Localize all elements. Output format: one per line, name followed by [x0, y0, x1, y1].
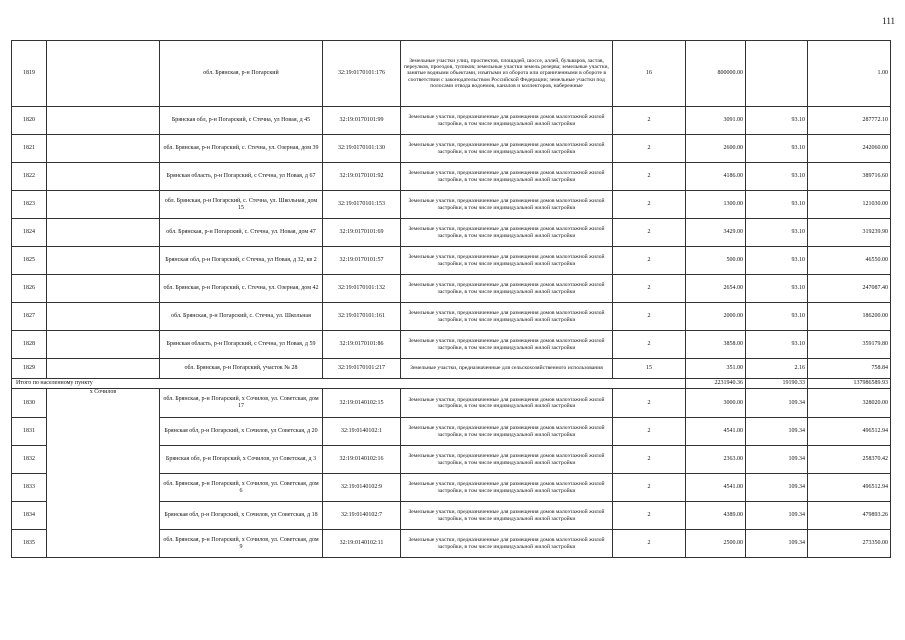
address-cell: обл. Брянская, р-н Погарский, х Сочилов, ул. Советская, дом 17 [160, 389, 323, 418]
row-number: 1825 [12, 247, 47, 275]
row-number: 1832 [12, 446, 47, 474]
cadastral-value: 328020.00 [808, 389, 891, 418]
class-group: 2 [613, 107, 686, 135]
address-cell: Брянская обл, р-н Погарский, х Сочилов, ул Советская, д 18 [160, 502, 323, 530]
table-row [12, 219, 891, 247]
cadastral-number: 32:19:0170101:161 [323, 303, 401, 331]
cadastral-value: 273350.00 [808, 530, 891, 558]
class-group: 2 [613, 474, 686, 502]
area-value: 351.00 [686, 359, 746, 379]
locality-cell [47, 41, 160, 107]
rate-value: 93.10 [746, 135, 808, 163]
land-registry-table [11, 40, 891, 558]
cadastral-number: 32:19:0170101:69 [323, 219, 401, 247]
rate-value: 109.34 [746, 530, 808, 558]
rate-value: 93.10 [746, 107, 808, 135]
area-value: 3091.00 [686, 107, 746, 135]
cadastral-value: 242060.00 [808, 135, 891, 163]
cadastral-value: 359179.80 [808, 331, 891, 359]
cadastral-number: 32:19:0170101:57 [323, 247, 401, 275]
cadastral-value: 319239.90 [808, 219, 891, 247]
address-cell: Брянская обл, р-н Погарский, х Сочилов, ул Советская, д 20 [160, 418, 323, 446]
land-category: Земельные участки, предназначенные для размещения домов малоэтажной жилой застройки, в том числе индивидуальной жилой застройки [401, 163, 613, 191]
total-label: Итого по населенному пункту [12, 379, 686, 389]
rate-value [746, 41, 808, 107]
table-row [12, 303, 891, 331]
rate-value: 109.34 [746, 502, 808, 530]
address-cell: обл. Брянская, р-н Погарский [160, 41, 323, 107]
address-cell: Брянская обл, р-н Погарский, х Сочилов, ул Советская, д 3 [160, 446, 323, 474]
address-cell: Брянская обл, р-н Погарский, с Стечна, ул Новая, д 45 [160, 107, 323, 135]
cadastral-number: 32:19:0140102:1 [323, 418, 401, 446]
land-category: Земельные участки, предназначенные для размещения домов малоэтажной жилой застройки, в том числе индивидуальной жилой застройки [401, 275, 613, 303]
locality-cell [47, 219, 160, 247]
cadastral-value: 479893.26 [808, 502, 891, 530]
row-number: 1821 [12, 135, 47, 163]
land-category: Земельные участки, предназначенные для размещения домов малоэтажной жилой застройки, в том числе индивидуальной жилой застройки [401, 247, 613, 275]
rate-value: 93.10 [746, 275, 808, 303]
land-category: Земельные участки, предназначенные для размещения домов малоэтажной жилой застройки, в том числе индивидуальной жилой застройки [401, 191, 613, 219]
cadastral-value: 1.00 [808, 41, 891, 107]
address-cell: обл. Брянская, р-н Погарский, х Сочилов, ул. Советская, дом 6 [160, 474, 323, 502]
row-number: 1819 [12, 41, 47, 107]
class-group: 16 [613, 41, 686, 107]
row-number: 1830 [12, 389, 47, 418]
rate-value: 109.34 [746, 474, 808, 502]
cadastral-value: 186200.00 [808, 303, 891, 331]
table-body [12, 41, 891, 558]
locality-cell [47, 303, 160, 331]
rate-value: 93.10 [746, 303, 808, 331]
class-group: 2 [613, 446, 686, 474]
cadastral-value: 389716.60 [808, 163, 891, 191]
cadastral-number: 32:19:0140102:9 [323, 474, 401, 502]
land-category: Земельные участки улиц, проспектов, площадей, шоссе, аллей, бульваров, застав, переулков, проездов, тупиков; земельные участки земель резерва; земельные участки, занятые водными объектами, изъятыми из оборота или ограниченными в обороте в соответствии с законодательством Российской Федерации; земельные участки под полосами отвода водоемов, каналов и коллекторов, набережные [401, 41, 613, 107]
land-category: Земельные участки, предназначенные для размещения домов малоэтажной жилой застройки, в том числе индивидуальной жилой застройки [401, 303, 613, 331]
row-number: 1827 [12, 303, 47, 331]
total-value: 137986589.93 [808, 379, 891, 389]
area-value: 4186.00 [686, 163, 746, 191]
locality-cell [47, 191, 160, 219]
locality-cell [47, 135, 160, 163]
class-group: 2 [613, 502, 686, 530]
row-number: 1833 [12, 474, 47, 502]
cadastral-number: 32:19:0170101:132 [323, 275, 401, 303]
rate-value: 93.10 [746, 247, 808, 275]
rate-value: 109.34 [746, 446, 808, 474]
area-value: 3858.00 [686, 331, 746, 359]
area-value: 4541.00 [686, 418, 746, 446]
locality-cell [47, 163, 160, 191]
address-cell: обл. Брянская, р-н Погарский, с. Стечна, ул. Школьная [160, 303, 323, 331]
rate-value: 93.10 [746, 219, 808, 247]
table-row [12, 331, 891, 359]
cadastral-number: 32:19:0170101:153 [323, 191, 401, 219]
cadastral-value: 121030.00 [808, 191, 891, 219]
table-row [12, 191, 891, 219]
locality-cell [47, 359, 160, 379]
row-number: 1824 [12, 219, 47, 247]
rate-value: 2.16 [746, 359, 808, 379]
row-number: 1831 [12, 418, 47, 446]
locality-group-label: х Сочилов [47, 389, 160, 558]
address-cell: обл. Брянская, р-н Погарский, участок № 28 [160, 359, 323, 379]
land-category: Земельные участки, предназначенные для размещения домов малоэтажной жилой застройки, в том числе индивидуальной жилой застройки [401, 530, 613, 558]
class-group: 2 [613, 418, 686, 446]
class-group: 2 [613, 331, 686, 359]
cadastral-value: 496512.94 [808, 418, 891, 446]
area-value: 500.00 [686, 247, 746, 275]
cadastral-value: 287772.10 [808, 107, 891, 135]
cadastral-number: 32:19:0170101:92 [323, 163, 401, 191]
cadastral-number: 32:19:0170101:86 [323, 331, 401, 359]
rate-value: 109.34 [746, 418, 808, 446]
cadastral-value: 247087.40 [808, 275, 891, 303]
locality-cell [47, 247, 160, 275]
class-group: 2 [613, 163, 686, 191]
address-cell: обл. Брянская, р-н Погарский, с. Стечна, ул. Новая, дом 47 [160, 219, 323, 247]
area-value: 800000.00 [686, 41, 746, 107]
table-row [12, 275, 891, 303]
cadastral-value: 758.84 [808, 359, 891, 379]
class-group: 2 [613, 303, 686, 331]
address-cell: Брянская обл, р-н Погарский, с Стечна, ул Новая, д 32, кв 2 [160, 247, 323, 275]
class-group: 2 [613, 135, 686, 163]
rate-value: 109.34 [746, 389, 808, 418]
rate-value: 93.10 [746, 163, 808, 191]
cadastral-number: 32:19:0140102:15 [323, 389, 401, 418]
class-group: 2 [613, 219, 686, 247]
row-number: 1835 [12, 530, 47, 558]
row-number: 1822 [12, 163, 47, 191]
table-row [12, 389, 891, 418]
class-group: 2 [613, 247, 686, 275]
address-cell: Брянская область, р-н Погарский, с Стечна, ул Новая, д 67 [160, 163, 323, 191]
row-number: 1823 [12, 191, 47, 219]
table-row [12, 107, 891, 135]
address-cell: обл. Брянская, р-н Погарский, с. Стечна, ул. Озерная, дом 42 [160, 275, 323, 303]
rate-value: 93.10 [746, 191, 808, 219]
area-value: 2000.00 [686, 303, 746, 331]
cadastral-number: 32:19:0170101:99 [323, 107, 401, 135]
land-category: Земельные участки, предназначенные для сельскохозяйственного использования [401, 359, 613, 379]
address-cell: обл. Брянская, р-н Погарский, с. Стечна, ул. Озерная, дом 39 [160, 135, 323, 163]
locality-cell [47, 275, 160, 303]
table-row [12, 163, 891, 191]
rate-value: 93.10 [746, 331, 808, 359]
area-value: 2654.00 [686, 275, 746, 303]
land-category: Земельные участки, предназначенные для размещения домов малоэтажной жилой застройки, в том числе индивидуальной жилой застройки [401, 107, 613, 135]
area-value: 2600.00 [686, 135, 746, 163]
area-value: 4541.00 [686, 474, 746, 502]
address-cell: обл. Брянская, р-н Погарский, х Сочилов, ул. Советская, дом 9 [160, 530, 323, 558]
cadastral-number: 32:19:0140102:11 [323, 530, 401, 558]
cadastral-number: 32:19:0140102:16 [323, 446, 401, 474]
area-value: 4389.00 [686, 502, 746, 530]
locality-cell [47, 331, 160, 359]
page-number: 111 [882, 16, 895, 26]
table-row [12, 41, 891, 107]
land-category: Земельные участки, предназначенные для размещения домов малоэтажной жилой застройки, в том числе индивидуальной жилой застройки [401, 446, 613, 474]
address-cell: обл. Брянская, р-н Погарский, с. Стечна, ул. Школьная, дом 15 [160, 191, 323, 219]
area-value: 1300.00 [686, 191, 746, 219]
class-group: 2 [613, 191, 686, 219]
class-group: 15 [613, 359, 686, 379]
area-value: 2363.00 [686, 446, 746, 474]
table-row [12, 135, 891, 163]
cadastral-number: 32:19:0170101:217 [323, 359, 401, 379]
land-category: Земельные участки, предназначенные для размещения домов малоэтажной жилой застройки, в том числе индивидуальной жилой застройки [401, 135, 613, 163]
row-number: 1826 [12, 275, 47, 303]
locality-cell [47, 107, 160, 135]
land-category: Земельные участки, предназначенные для размещения домов малоэтажной жилой застройки, в том числе индивидуальной жилой застройки [401, 219, 613, 247]
area-value: 3000.00 [686, 389, 746, 418]
class-group: 2 [613, 389, 686, 418]
total-rate: 19190.33 [746, 379, 808, 389]
land-category: Земельные участки, предназначенные для размещения домов малоэтажной жилой застройки, в том числе индивидуальной жилой застройки [401, 331, 613, 359]
land-category: Земельные участки, предназначенные для размещения домов малоэтажной жилой застройки, в том числе индивидуальной жилой застройки [401, 502, 613, 530]
address-cell: Брянская область, р-н Погарский, с Стечна, ул Новая, д 59 [160, 331, 323, 359]
table-row [12, 247, 891, 275]
cadastral-number: 32:19:0140102:7 [323, 502, 401, 530]
land-category: Земельные участки, предназначенные для размещения домов малоэтажной жилой застройки, в том числе индивидуальной жилой застройки [401, 474, 613, 502]
land-category: Земельные участки, предназначенные для размещения домов малоэтажной жилой застройки, в том числе индивидуальной жилой застройки [401, 389, 613, 418]
row-number: 1820 [12, 107, 47, 135]
class-group: 2 [613, 530, 686, 558]
row-number: 1828 [12, 331, 47, 359]
class-group: 2 [613, 275, 686, 303]
land-category: Земельные участки, предназначенные для размещения домов малоэтажной жилой застройки, в том числе индивидуальной жилой застройки [401, 418, 613, 446]
cadastral-value: 496512.94 [808, 474, 891, 502]
row-number: 1834 [12, 502, 47, 530]
area-value: 3429.00 [686, 219, 746, 247]
table-row [12, 359, 891, 379]
total-row [12, 379, 891, 389]
cadastral-number: 32:19:0170101:130 [323, 135, 401, 163]
total-area: 2231940.36 [686, 379, 746, 389]
area-value: 2500.00 [686, 530, 746, 558]
cadastral-value: 46550.00 [808, 247, 891, 275]
cadastral-number: 32:19:0170101:176 [323, 41, 401, 107]
cadastral-value: 258370.42 [808, 446, 891, 474]
row-number: 1829 [12, 359, 47, 379]
